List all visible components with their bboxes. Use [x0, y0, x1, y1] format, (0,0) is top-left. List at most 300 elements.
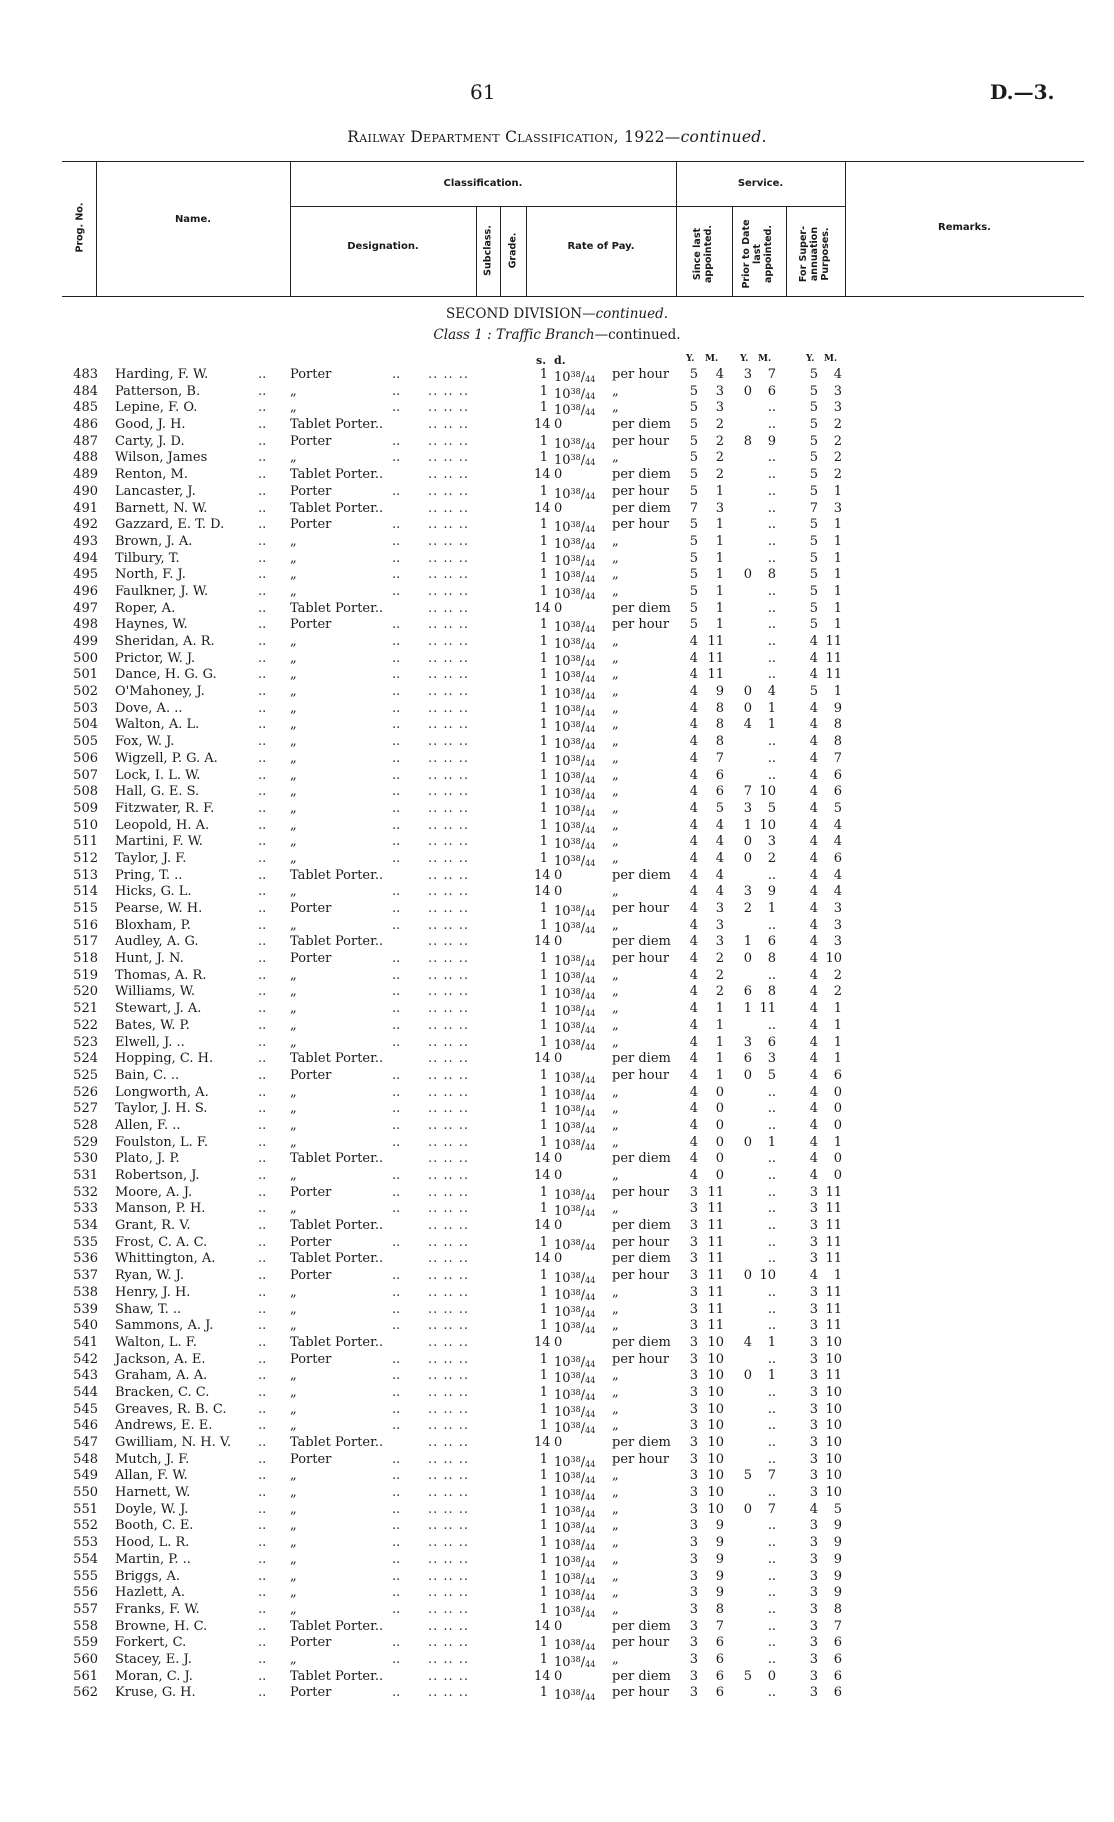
pay-shillings: 1	[539, 734, 548, 750]
leader-dots: ..	[258, 967, 267, 983]
leader-dots: .. .. ..	[428, 1485, 470, 1501]
prog-no: 493	[73, 533, 98, 549]
leader-dots: .. .. ..	[428, 1117, 470, 1133]
fraction-numerator: 38	[570, 1571, 581, 1581]
fraction-numerator: 38	[570, 787, 581, 797]
prior-years: 1	[743, 1001, 752, 1017]
fraction-denominator: 44	[585, 975, 596, 985]
classification-table	[0, 367, 1114, 1702]
table-row	[0, 717, 1114, 734]
since-last-years: 3	[689, 1451, 698, 1467]
employee-name: Walton, A. L.	[115, 717, 200, 733]
prior-months: 1	[767, 901, 776, 916]
leader-dots: .. .. ..	[428, 767, 470, 783]
since-last-months: 11	[707, 1234, 724, 1250]
fraction-denominator: 44	[585, 1609, 596, 1619]
prior-months: ..	[767, 967, 776, 983]
leader-dots: ..	[258, 533, 267, 549]
fraction-numerator: 38	[570, 1287, 581, 1297]
prog-no: 556	[73, 1585, 98, 1601]
prior-months: ..	[767, 517, 776, 533]
prog-no: 484	[73, 383, 98, 399]
table-row	[0, 1335, 1114, 1352]
leader-dots: ..	[392, 400, 401, 416]
superannuation-months: 11	[825, 1368, 842, 1384]
pay-pence: $10^{38}/_{44}$	[554, 520, 596, 536]
prior-months: ..	[767, 1117, 776, 1133]
pay-pence-whole: 10	[554, 1421, 571, 1437]
pay-pence-whole: 10	[554, 1521, 571, 1537]
pay-pence	[554, 417, 562, 434]
superannuation-years: 3	[809, 1368, 818, 1384]
prior-months: 7	[767, 1501, 776, 1517]
superannuation-years: 4	[809, 767, 818, 783]
pay-period: per hour	[612, 1635, 670, 1651]
prior-months: ..	[767, 1401, 776, 1417]
pay-pence-whole: 10	[554, 670, 571, 686]
since-last-months: 3	[715, 901, 724, 916]
since-last-years: 3	[689, 1251, 698, 1267]
pay-pence-whole: 10	[554, 1237, 571, 1253]
prior-months: 8	[767, 984, 776, 1000]
table-row	[0, 1368, 1114, 1385]
since-last-years: 4	[689, 1134, 698, 1150]
designation: „	[290, 1001, 297, 1017]
since-last-years: 3	[689, 1201, 698, 1217]
employee-name: Browne, H. C.	[115, 1618, 208, 1634]
table-row	[0, 1418, 1114, 1435]
fraction-numerator: 38	[570, 1538, 581, 1548]
fraction-denominator: 44	[585, 558, 596, 568]
table-row	[0, 651, 1114, 668]
pay-period: „	[612, 1134, 619, 1150]
since-last-months: 4	[715, 867, 724, 883]
superannuation-months: 3	[833, 901, 842, 916]
designation: „	[290, 700, 297, 716]
designation: Tablet Porter..	[290, 867, 384, 883]
pay-shillings: 14	[534, 1435, 551, 1450]
prog-no: 486	[73, 417, 98, 433]
table-row	[0, 1068, 1114, 1085]
since-last-years: 3	[689, 1334, 698, 1350]
pay-pence-whole: 0	[554, 934, 563, 950]
prior-months: 2	[767, 850, 776, 866]
prog-no: 507	[73, 767, 98, 783]
prog-no: 551	[73, 1501, 98, 1517]
since-last-years: 3	[689, 1668, 698, 1684]
employee-name: Bates, W. P.	[115, 1017, 190, 1033]
superannuation-years: 4	[809, 1001, 818, 1017]
employee-name: Fox, W. J.	[115, 734, 175, 750]
pay-pence: $10^{38}/_{44}$	[554, 904, 596, 919]
pay-shillings: 1	[539, 750, 548, 766]
pay-period: „	[612, 450, 619, 466]
leader-dots: ..	[392, 1651, 401, 1667]
superannuation-years: 5	[809, 600, 818, 616]
employee-name: Frost, C. A. C.	[115, 1234, 208, 1250]
leader-dots: .. .. ..	[428, 1435, 470, 1450]
fraction-denominator: 44	[585, 758, 596, 768]
leader-dots: ..	[258, 433, 267, 449]
branch-suffix: —continued.	[594, 327, 681, 343]
since-last-years: 4	[689, 767, 698, 783]
pay-pence-whole: 10	[554, 536, 571, 552]
since-last-months: 3	[715, 500, 724, 516]
fraction-numerator: 38	[570, 570, 581, 580]
leader-dots: ..	[258, 1051, 267, 1067]
pay-pence-whole: 10	[554, 853, 571, 869]
table-row	[0, 968, 1114, 985]
prog-no: 488	[73, 450, 98, 466]
since-last-years: 4	[689, 700, 698, 716]
table-row	[0, 1619, 1114, 1636]
employee-name: Harnett, W.	[115, 1485, 191, 1501]
fraction-numerator: 38	[570, 720, 581, 730]
superannuation-months: 6	[833, 1635, 842, 1651]
pay-pence: $10^{38}/_{44}$	[554, 720, 596, 736]
table-row	[0, 1352, 1114, 1369]
leader-dots: ..	[258, 550, 267, 566]
prog-no: 516	[73, 917, 98, 933]
since-last-years: 4	[689, 884, 698, 900]
col-header-prog-no: Prog. No.	[74, 202, 86, 253]
fraction-denominator: 44	[585, 391, 596, 401]
pay-shillings: 1	[539, 1101, 548, 1117]
leader-dots: .. .. ..	[428, 1268, 470, 1284]
since-last-months: 0	[715, 1168, 724, 1183]
leader-dots: .. .. ..	[428, 1318, 470, 1334]
pay-shillings: 1	[539, 767, 548, 783]
leader-dots: ..	[392, 550, 401, 566]
leader-dots: ..	[258, 1351, 267, 1367]
employee-name: Lock, I. L. W.	[115, 767, 201, 783]
since-last-months: 6	[715, 1635, 724, 1651]
pay-period: „	[612, 1384, 619, 1400]
prior-years: 1	[743, 934, 752, 950]
pay-pence: $10^{38}/_{44}$	[554, 403, 596, 419]
prog-no: 558	[73, 1618, 98, 1634]
prior-months: 5	[767, 1067, 776, 1083]
fraction-numerator: 38	[570, 620, 581, 630]
prior-months: 10	[759, 1268, 776, 1284]
pay-period: per diem	[612, 600, 671, 616]
table-row	[0, 617, 1114, 634]
leader-dots: ..	[392, 367, 401, 382]
pay-pence-whole: 10	[554, 1404, 571, 1420]
pay-pence: $10^{38}/_{44}$	[554, 753, 596, 769]
pay-pence	[554, 934, 562, 951]
fraction-numerator: 38	[570, 753, 581, 763]
pay-pence-whole: 10	[554, 403, 571, 419]
pay-pence-whole: 0	[554, 884, 563, 900]
leader-dots: ..	[258, 600, 267, 616]
table-row	[0, 834, 1114, 851]
fraction-numerator: 38	[570, 436, 581, 446]
since-last-months: 3	[715, 383, 724, 399]
designation: Porter	[290, 1451, 332, 1467]
table-row	[0, 1151, 1114, 1168]
pay-pence-whole: 0	[554, 1051, 563, 1067]
superannuation-years: 3	[809, 1334, 818, 1350]
pay-pence-whole: 10	[554, 1321, 571, 1337]
prog-no: 562	[73, 1685, 98, 1701]
fraction-numerator: 38	[570, 687, 581, 697]
prior-months: ..	[767, 450, 776, 466]
prior-years: 0	[743, 1067, 752, 1083]
fraction-denominator: 44	[585, 1109, 596, 1119]
pay-pence	[554, 467, 562, 484]
designation: „	[290, 1418, 297, 1434]
prior-months: 1	[767, 1368, 776, 1384]
pay-shillings: 1	[539, 684, 548, 700]
employee-name: Taylor, J. H. S.	[115, 1101, 208, 1117]
leader-dots: .. .. ..	[428, 734, 470, 750]
superannuation-months: 1	[833, 684, 842, 700]
pay-shillings: 1	[539, 917, 548, 933]
pay-period: „	[612, 1585, 619, 1601]
superannuation-months: 1	[833, 550, 842, 566]
leader-dots: ..	[392, 917, 401, 933]
since-last-years: 3	[689, 1368, 698, 1384]
designation: „	[290, 734, 297, 750]
superannuation-years: 4	[809, 850, 818, 866]
prior-months: ..	[767, 400, 776, 416]
superannuation-months: 9	[833, 1535, 842, 1551]
fraction-denominator: 44	[585, 775, 596, 785]
pay-pence: $10^{38}/_{44}$	[554, 1237, 596, 1253]
superannuation-years: 4	[809, 1168, 818, 1183]
prog-no: 512	[73, 850, 98, 866]
fraction-denominator: 44	[585, 1493, 596, 1503]
prog-no: 498	[73, 617, 98, 633]
prog-no: 510	[73, 817, 98, 833]
pay-pence: $10^{38}/_{44}$	[554, 1137, 596, 1153]
prog-no: 529	[73, 1134, 98, 1150]
pay-period: per diem	[612, 1435, 671, 1450]
leader-dots: .. .. ..	[428, 483, 470, 499]
since-last-months: 11	[707, 1284, 724, 1300]
prior-months: ..	[767, 1168, 776, 1183]
pay-pence: $10^{38}/_{44}$	[554, 803, 596, 819]
superannuation-months: 6	[833, 1668, 842, 1684]
pay-pence-whole: 10	[554, 620, 571, 636]
leader-dots: .. .. ..	[428, 1618, 470, 1634]
col-header-designation: Designation.	[347, 241, 419, 252]
pay-pence: $10^{38}/_{44}$	[554, 1104, 596, 1120]
prior-months: ..	[767, 483, 776, 499]
leader-dots: ..	[258, 1218, 267, 1234]
pay-pence: $10^{38}/_{44}$	[554, 436, 596, 452]
employee-name: Patterson, B.	[115, 383, 201, 399]
prior-years: 0	[743, 1134, 752, 1150]
pay-pence	[554, 1168, 562, 1185]
pay-pence-whole: 10	[554, 987, 571, 1003]
since-last-years: 3	[689, 1435, 698, 1450]
leader-dots: ..	[258, 1668, 267, 1684]
col-header-superannuation: For Super-annuation Purposes.	[798, 225, 831, 283]
pay-shillings: 1	[539, 1601, 548, 1617]
prog-no: 561	[73, 1668, 98, 1684]
unit-y: Y.	[740, 354, 749, 364]
pay-shillings: 14	[534, 1334, 551, 1350]
leader-dots: .. .. ..	[428, 1201, 470, 1217]
prior-months: ..	[767, 1251, 776, 1267]
pay-pence-whole: 10	[554, 837, 571, 853]
pay-period: „	[612, 1418, 619, 1434]
pay-period: „	[612, 1017, 619, 1033]
fraction-numerator: 38	[570, 703, 581, 713]
since-last-months: 1	[715, 1051, 724, 1067]
fraction-denominator: 44	[585, 1426, 596, 1436]
leader-dots: ..	[392, 1635, 401, 1651]
superannuation-months: 10	[825, 1334, 842, 1350]
pay-shillings: 1	[539, 634, 548, 649]
table-row	[0, 1268, 1114, 1285]
employee-name: Ryan, W. J.	[115, 1268, 184, 1284]
leader-dots: ..	[392, 1284, 401, 1300]
table-row	[0, 1602, 1114, 1619]
designation: „	[290, 767, 297, 783]
pay-pence: $10^{38}/_{44}$	[554, 1004, 596, 1020]
leader-dots: ..	[392, 850, 401, 866]
superannuation-years: 3	[809, 1451, 818, 1467]
pay-period: „	[612, 1535, 619, 1551]
pay-pence	[554, 1435, 562, 1452]
superannuation-months: 1	[833, 583, 842, 599]
pay-shillings: 14	[534, 1218, 551, 1234]
table-row	[0, 984, 1114, 1001]
prior-months: 3	[767, 1051, 776, 1067]
since-last-months: 2	[715, 984, 724, 1000]
prior-months: ..	[767, 1234, 776, 1250]
prior-months: 10	[759, 784, 776, 800]
leader-dots: ..	[258, 1601, 267, 1617]
pay-pence-whole: 10	[554, 770, 571, 786]
pay-pence: $10^{38}/_{44}$	[554, 620, 596, 636]
superannuation-months: 1	[833, 1017, 842, 1033]
table-row	[0, 1468, 1114, 1485]
pay-period: per diem	[612, 500, 671, 516]
prog-no: 504	[73, 717, 98, 733]
table-row	[0, 417, 1114, 434]
superannuation-months: 10	[825, 1485, 842, 1501]
designation: Porter	[290, 1234, 332, 1250]
pay-period: per diem	[612, 867, 671, 883]
since-last-years: 4	[689, 634, 698, 649]
fraction-denominator: 44	[585, 541, 596, 551]
pay-pence-whole: 10	[554, 720, 571, 736]
prog-no: 548	[73, 1451, 98, 1467]
fraction-numerator: 38	[570, 1488, 581, 1498]
since-last-months: 11	[707, 1184, 724, 1200]
pay-pence: $10^{38}/_{44}$	[554, 1354, 596, 1370]
superannuation-years: 4	[809, 1017, 818, 1033]
designation: „	[290, 567, 297, 583]
superannuation-months: 11	[825, 634, 842, 649]
pay-period: „	[612, 700, 619, 716]
prior-years: 0	[743, 834, 752, 850]
since-last-months: 4	[715, 834, 724, 850]
since-last-months: 10	[707, 1384, 724, 1400]
pay-shillings: 1	[539, 1134, 548, 1150]
table-row	[0, 400, 1114, 417]
pay-shillings: 1	[539, 400, 548, 416]
fraction-numerator: 38	[570, 1271, 581, 1281]
since-last-years: 3	[689, 1618, 698, 1634]
table-row	[0, 1518, 1114, 1535]
superannuation-months: 11	[825, 650, 842, 666]
fraction-numerator: 38	[570, 1638, 581, 1648]
superannuation-years: 3	[809, 1301, 818, 1317]
pay-period: „	[612, 917, 619, 933]
pay-period: per diem	[612, 1051, 671, 1067]
superannuation-months: 11	[825, 1234, 842, 1250]
superannuation-months: 9	[833, 1568, 842, 1584]
employee-name: Pring, T. ..	[115, 867, 183, 883]
fraction-denominator: 44	[585, 909, 596, 918]
employee-name: Hicks, G. L.	[115, 884, 192, 900]
table-row	[0, 851, 1114, 868]
since-last-years: 3	[689, 1234, 698, 1250]
pay-shillings: 14	[534, 417, 551, 433]
prior-months: ..	[767, 1568, 776, 1584]
pay-shillings: 1	[539, 1468, 548, 1484]
pay-pence: $10^{38}/_{44}$	[554, 1521, 596, 1537]
fraction-numerator: 38	[570, 970, 581, 980]
leader-dots: .. .. ..	[428, 1651, 470, 1667]
designation: „	[290, 1201, 297, 1217]
leader-dots: ..	[392, 1268, 401, 1284]
fraction-denominator: 44	[585, 1075, 596, 1085]
pay-period: „	[612, 834, 619, 850]
since-last-years: 4	[689, 901, 698, 916]
pay-pence-whole: 10	[554, 1187, 571, 1203]
fraction-numerator: 38	[570, 637, 581, 646]
superannuation-months: 0	[833, 1151, 842, 1167]
designation: „	[290, 1501, 297, 1517]
pay-pence-whole: 10	[554, 1104, 571, 1120]
pay-pence: $10^{38}/_{44}$	[554, 920, 596, 936]
superannuation-months: 1	[833, 517, 842, 533]
leader-dots: ..	[258, 1401, 267, 1417]
leader-dots: ..	[392, 1034, 401, 1050]
pay-shillings: 1	[539, 1084, 548, 1100]
pay-pence-whole: 10	[554, 637, 571, 652]
superannuation-years: 5	[809, 533, 818, 549]
superannuation-years: 3	[809, 1551, 818, 1567]
leader-dots: .. .. ..	[428, 717, 470, 733]
since-last-years: 5	[689, 433, 698, 449]
since-last-months: 11	[707, 1218, 724, 1234]
leader-dots: ..	[258, 467, 267, 483]
since-last-months: 2	[715, 967, 724, 983]
since-last-years: 3	[689, 1268, 698, 1284]
superannuation-years: 5	[809, 417, 818, 433]
leader-dots: ..	[392, 834, 401, 850]
superannuation-years: 3	[809, 1685, 818, 1701]
prog-no: 517	[73, 934, 98, 950]
pay-pence-whole: 10	[554, 1371, 571, 1387]
pay-shillings: 14	[534, 1668, 551, 1684]
table-row	[0, 501, 1114, 518]
leader-dots: .. .. ..	[428, 567, 470, 583]
pay-pence: $10^{38}/_{44}$	[554, 553, 596, 569]
superannuation-months: 11	[825, 1184, 842, 1200]
since-last-years: 3	[689, 1518, 698, 1534]
pay-shillings: 1	[539, 667, 548, 683]
since-last-months: 8	[715, 1601, 724, 1617]
pay-pence-whole: 10	[554, 1588, 571, 1604]
